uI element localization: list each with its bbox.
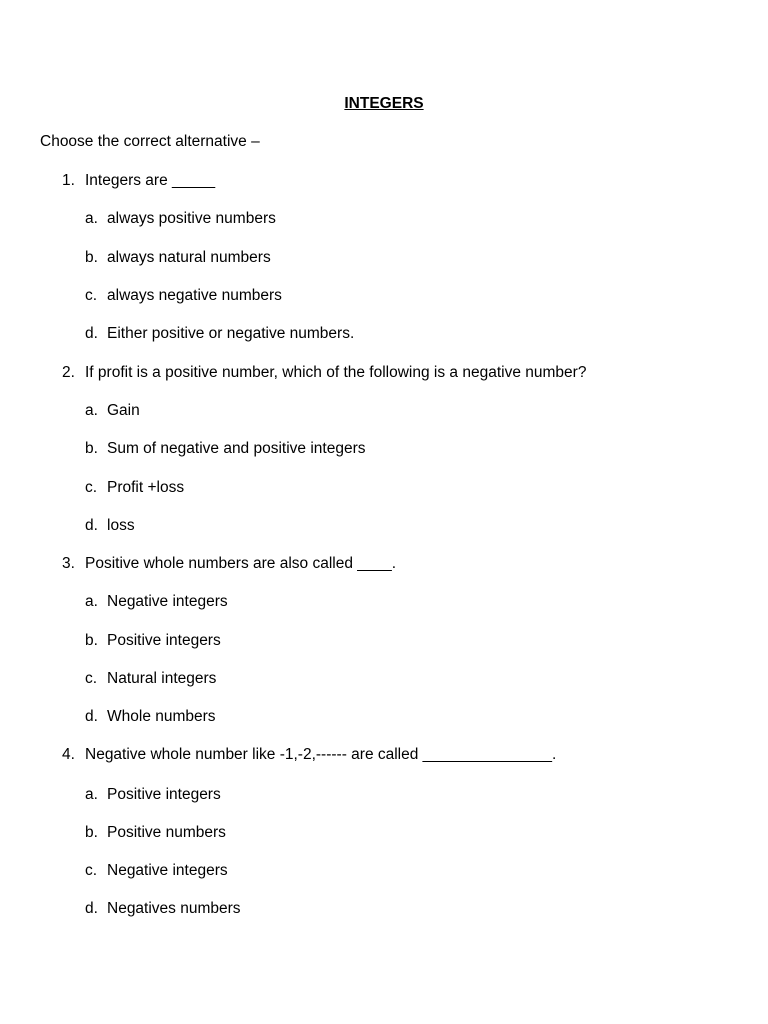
question-3-option-c (85, 669, 216, 689)
option-text: Gain (107, 402, 140, 419)
question-3-option-d (85, 707, 216, 727)
option-text: Positive numbers (107, 824, 226, 841)
option-letter: c. (85, 479, 98, 496)
option-text: Negatives numbers (107, 900, 241, 917)
question-text: Integers are _____ (85, 172, 216, 189)
question-4-option-d (85, 899, 241, 919)
option-text: Either positive or negative numbers. (107, 325, 355, 342)
question-4-option-a (85, 785, 221, 805)
option-text: loss (107, 517, 135, 534)
question-1-option-a (85, 209, 276, 229)
option-letter: d. (85, 325, 98, 342)
option-letter: b. (85, 824, 98, 841)
option-text: always natural numbers (107, 249, 271, 266)
option-text: Negative integers (107, 862, 228, 879)
question-2-option-d (85, 516, 135, 536)
option-letter: c. (85, 670, 98, 687)
question-3-option-a (85, 592, 228, 612)
option-text: Negative integers (107, 593, 228, 610)
question-number: 3. (62, 555, 75, 572)
question-text: Positive whole numbers are also called ____. (85, 555, 397, 572)
question-text: If profit is a positive number, which of the following is a negative number? (85, 364, 587, 381)
question-number: 4. (62, 746, 75, 763)
question-4 (62, 745, 556, 765)
option-letter: a. (85, 593, 98, 610)
option-text: always positive numbers (107, 210, 276, 227)
question-2-option-a (85, 401, 140, 421)
option-text: Positive integers (107, 632, 221, 649)
instructions-text: Choose the correct alternative – (40, 133, 260, 150)
page-title: INTEGERS (344, 95, 424, 112)
question-1-option-c (85, 286, 282, 306)
option-text: Positive integers (107, 786, 221, 803)
option-letter: a. (85, 786, 98, 803)
question-3-option-b (85, 631, 221, 651)
option-letter: d. (85, 708, 98, 725)
question-1-option-d (85, 324, 354, 344)
question-3 (62, 554, 396, 574)
option-text: always negative numbers (107, 287, 282, 304)
option-letter: b. (85, 249, 98, 266)
question-2-option-b (85, 439, 366, 459)
question-4-option-b (85, 823, 226, 843)
question-1 (62, 171, 215, 191)
question-2-option-c (85, 478, 184, 498)
option-text: Sum of negative and positive integers (107, 440, 366, 457)
option-letter: b. (85, 440, 98, 457)
option-text: Profit +loss (107, 479, 185, 496)
question-2 (62, 363, 586, 383)
option-letter: c. (85, 287, 98, 304)
option-letter: a. (85, 402, 98, 419)
question-1-option-b (85, 248, 271, 268)
option-text: Natural integers (107, 670, 217, 687)
option-letter: c. (85, 862, 98, 879)
option-letter: b. (85, 632, 98, 649)
option-letter: d. (85, 517, 98, 534)
option-letter: a. (85, 210, 98, 227)
question-4-option-c (85, 861, 228, 881)
question-number: 1. (62, 172, 75, 189)
option-text: Whole numbers (107, 708, 216, 725)
option-letter: d. (85, 900, 98, 917)
question-number: 2. (62, 364, 75, 381)
question-text: Negative whole number like -1,-2,------ are called _______________. (85, 746, 557, 763)
